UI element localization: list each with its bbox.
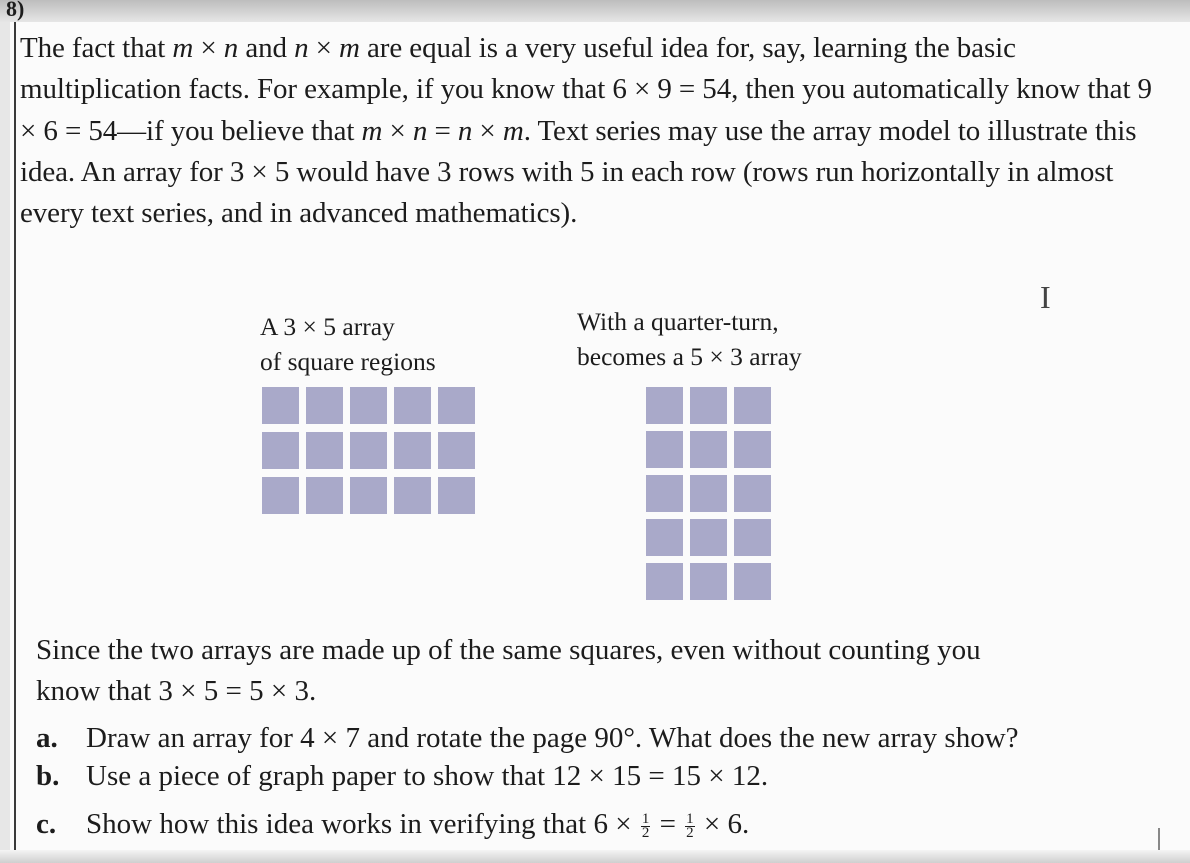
array-square — [646, 563, 683, 600]
array-square — [262, 477, 299, 514]
array-square — [306, 432, 343, 469]
array-square — [734, 519, 771, 556]
conclusion-paragraph — [36, 630, 1136, 712]
math-var: m — [502, 114, 524, 147]
conclusion-line2: know that 3 × 5 = 5 × 3. — [36, 675, 317, 707]
question-c-text-start: Show how this idea works in verifying that 6 × — [86, 808, 632, 840]
intro-text-run: = — [427, 114, 458, 147]
page-bottom-edge — [0, 850, 1190, 863]
math-var: n — [223, 32, 239, 64]
fraction-one-half — [641, 810, 651, 841]
fraction-numerator: 1 — [686, 810, 694, 827]
array-square — [350, 432, 387, 469]
array-5x3 — [646, 387, 771, 600]
fraction-one-half — [685, 810, 695, 841]
array-square — [394, 477, 431, 514]
problem-number: 8) — [6, 0, 25, 21]
array-square — [646, 519, 683, 556]
array-square — [394, 387, 431, 424]
margin-rule — [14, 22, 16, 850]
array-square — [438, 432, 475, 469]
array-square — [306, 477, 343, 514]
question-c-letter: c. — [36, 808, 57, 840]
intro-paragraph — [20, 28, 1160, 234]
intro-text-run: . Text series may use the array model to illustrate this idea. An array for 3 × 5 would have 3 rows with 5 in each row (rows run horizontally in almost every text series, and in advanced mathematics). — [20, 114, 1137, 230]
intro-text-run: × — [193, 32, 224, 64]
array-square — [734, 563, 771, 600]
array-square — [350, 477, 387, 514]
intro-text-run: are equal is a very useful idea for, say, learning the basic multiplication facts. For example, if you know that 6 × 9 = 54, then you automatically know that 9 × 6 = 54—if you believe that — [20, 32, 1152, 147]
math-var: n — [457, 114, 473, 147]
array-square — [690, 431, 727, 468]
intro-text-run: × — [308, 32, 340, 64]
text-cursor-icon: I — [1040, 279, 1051, 315]
conclusion-line1: Since the two arrays are made up of the same squares, even without counting you — [36, 634, 981, 666]
question-c-text-end: × 6. — [703, 808, 750, 840]
question-c-equals: = — [659, 808, 676, 840]
array-square — [306, 387, 343, 424]
array-square — [690, 563, 727, 600]
array-square — [262, 432, 299, 469]
right-caption-line1: With a quarter-turn, — [577, 307, 779, 336]
array-square — [734, 387, 771, 424]
array-square — [438, 477, 475, 514]
math-var: n — [412, 114, 428, 147]
question-b-letter: b. — [36, 760, 60, 792]
intro-text — [20, 28, 1160, 234]
fraction-numerator: 1 — [641, 810, 650, 827]
question-a-letter: a. — [36, 722, 58, 754]
array-square — [734, 431, 771, 468]
intro-text-run: × — [472, 114, 503, 147]
array-square — [646, 475, 683, 512]
array-square — [262, 387, 299, 424]
array-square — [646, 387, 683, 424]
math-var: m — [361, 114, 383, 147]
math-var: n — [294, 32, 309, 64]
page-left-edge — [0, 22, 10, 863]
left-caption-line2: of square regions — [260, 347, 436, 376]
array-square — [734, 475, 771, 512]
intro-text-run: The fact that — [20, 32, 173, 64]
question-a — [36, 720, 1019, 756]
right-figure-caption — [577, 304, 802, 374]
math-var: m — [339, 32, 360, 64]
math-var: m — [172, 32, 194, 64]
page-top-shadow — [0, 0, 1190, 22]
array-square — [438, 387, 475, 424]
fraction-denominator: 2 — [641, 824, 650, 841]
array-square — [646, 431, 683, 468]
left-caption-line1: A 3 × 5 array — [260, 312, 395, 341]
right-caption-line2: becomes a 5 × 3 array — [577, 342, 802, 371]
array-square — [690, 519, 727, 556]
left-figure-caption — [260, 309, 436, 379]
question-c — [36, 806, 749, 842]
array-square — [690, 475, 727, 512]
question-b — [36, 758, 768, 794]
intro-text-run: and — [238, 32, 295, 64]
array-square — [690, 387, 727, 424]
question-a-text: Draw an array for 4 × 7 and rotate the page 90°. What does the new array show? — [86, 722, 1019, 754]
intro-text-run: × — [382, 114, 413, 147]
array-square — [394, 432, 431, 469]
page-edge-mark — [1158, 828, 1160, 850]
array-square — [350, 387, 387, 424]
question-b-text: Use a piece of graph paper to show that 12 × 15 = 15 × 12. — [86, 760, 769, 792]
array-3x5 — [262, 387, 475, 514]
fraction-denominator: 2 — [686, 824, 694, 841]
